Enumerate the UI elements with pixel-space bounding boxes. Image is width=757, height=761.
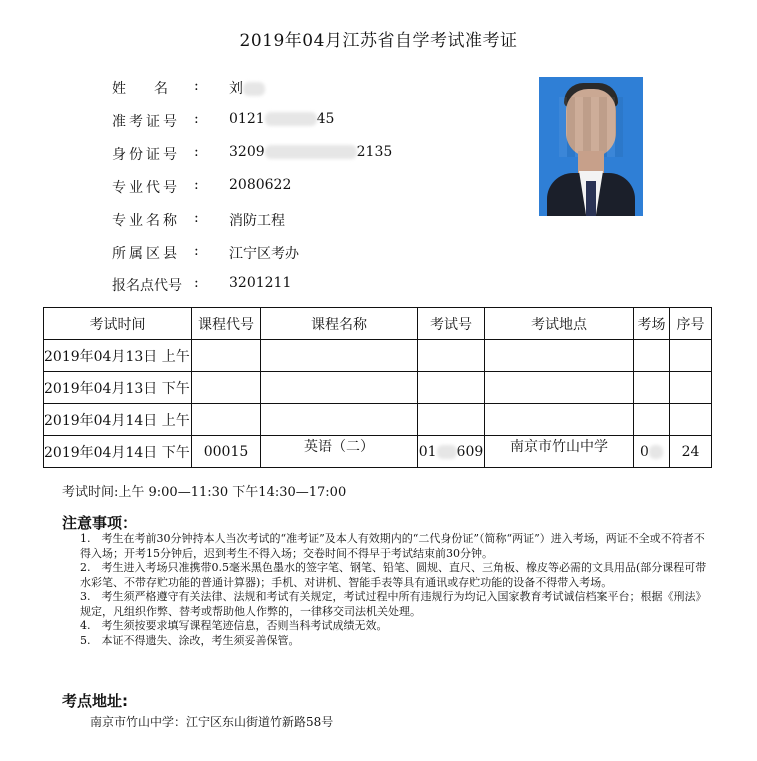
row-time: 2019年04月13日 下午 bbox=[44, 372, 192, 404]
address-text: 南京市竹山中学：江宁区东山街道竹新路58号 bbox=[90, 715, 334, 729]
header-exam-no: 考试号 bbox=[418, 308, 485, 340]
course-code-cell: 00015 bbox=[192, 436, 261, 468]
ticket-value: 0121 45 bbox=[229, 111, 335, 127]
table-header-row bbox=[44, 308, 712, 340]
page-title: 2019年04月江苏省自学考试准考证 bbox=[239, 31, 518, 51]
reg-point-value: 3201211 bbox=[229, 275, 292, 291]
exam-no-cell: 01 609 bbox=[418, 436, 485, 468]
major-code-value: 2080622 bbox=[229, 177, 292, 193]
notice-item: 4. 考生须按要求填写课程笔迹信息，否则当科考试成绩无效。 bbox=[80, 619, 388, 632]
table-row bbox=[44, 436, 712, 468]
notice-item: 3. 考生须严格遵守有关法律、法规和考试有关规定，考试过程中所有违规行为均记入国家教育考试诚信档案平台；根据《刑法》规定，凡组织作弊、替考或帮助他人作弊的，一律移交司法机关处理。 bbox=[80, 590, 707, 618]
ticket-label: 准考证号 bbox=[112, 114, 180, 130]
seq-cell: 24 bbox=[670, 436, 712, 468]
exam-times-note: 考试时间:上午 9:00—11:30 下午14:30—17:00 bbox=[62, 485, 347, 500]
reg-point-label: 报名点代号 bbox=[112, 278, 182, 294]
row-time: 2019年04月14日 下午 bbox=[44, 436, 192, 468]
table-row bbox=[44, 404, 712, 436]
major-name-value: 消防工程 bbox=[229, 213, 285, 229]
notice-list bbox=[80, 532, 710, 648]
table-row bbox=[44, 340, 712, 372]
notice-item: 5. 本证不得遗失、涂改，考生须妥善保管。 bbox=[80, 633, 300, 647]
name-value: 刘 bbox=[229, 78, 265, 98]
header-room: 考场 bbox=[634, 308, 670, 340]
district-value: 江宁区考办 bbox=[229, 246, 299, 262]
row-time: 2019年04月13日 上午 bbox=[44, 340, 192, 372]
header-course-code: 课程代号 bbox=[192, 308, 261, 340]
name-label: 姓 名 bbox=[112, 81, 168, 97]
notice-title: 注意事项： bbox=[62, 514, 138, 532]
address-title: 考点地址: bbox=[62, 692, 128, 710]
header-course-name: 课程名称 bbox=[261, 308, 418, 340]
notice-item: 1. 考生在考前30分钟持本人当次考试的“准考证”及本人有效期内的“二代身份证”（简称“两证”）进入考场，两证不全或不符者不得入场；开考15分钟后，迟到考生不得入场；交卷时间不得早于考试结束前30分钟。 bbox=[80, 532, 705, 560]
table-row bbox=[44, 372, 712, 404]
district-label: 所属区县 bbox=[112, 246, 180, 262]
header-location: 考试地点 bbox=[485, 308, 634, 340]
location-cell: 南京市竹山中学 bbox=[485, 436, 634, 468]
header-exam-time: 考试时间 bbox=[44, 308, 192, 340]
id-value: 3209 2135 bbox=[229, 144, 393, 160]
course-name-cell: 英语（二） bbox=[261, 436, 418, 468]
room-cell: 0 bbox=[634, 436, 670, 468]
major-name-label: 专业名称 bbox=[112, 213, 180, 229]
major-code-label: 专业代号 bbox=[112, 180, 180, 196]
row-time: 2019年04月14日 上午 bbox=[44, 404, 192, 436]
header-seq: 序号 bbox=[670, 308, 712, 340]
id-label: 身份证号 bbox=[112, 147, 180, 163]
candidate-photo bbox=[539, 77, 643, 216]
notice-item: 2. 考生进入考场只准携带0.5毫米黑色墨水的签字笔、钢笔、铅笔、圆规、直尺、三角板、橡皮等必需的文具用品(部分课程可带水彩笔、不带存贮功能的普通计算器)；手机、对讲机、智能手表等具有通讯或存贮功能的设备不得带入考场。 bbox=[80, 561, 707, 589]
exam-schedule-table bbox=[43, 307, 712, 468]
